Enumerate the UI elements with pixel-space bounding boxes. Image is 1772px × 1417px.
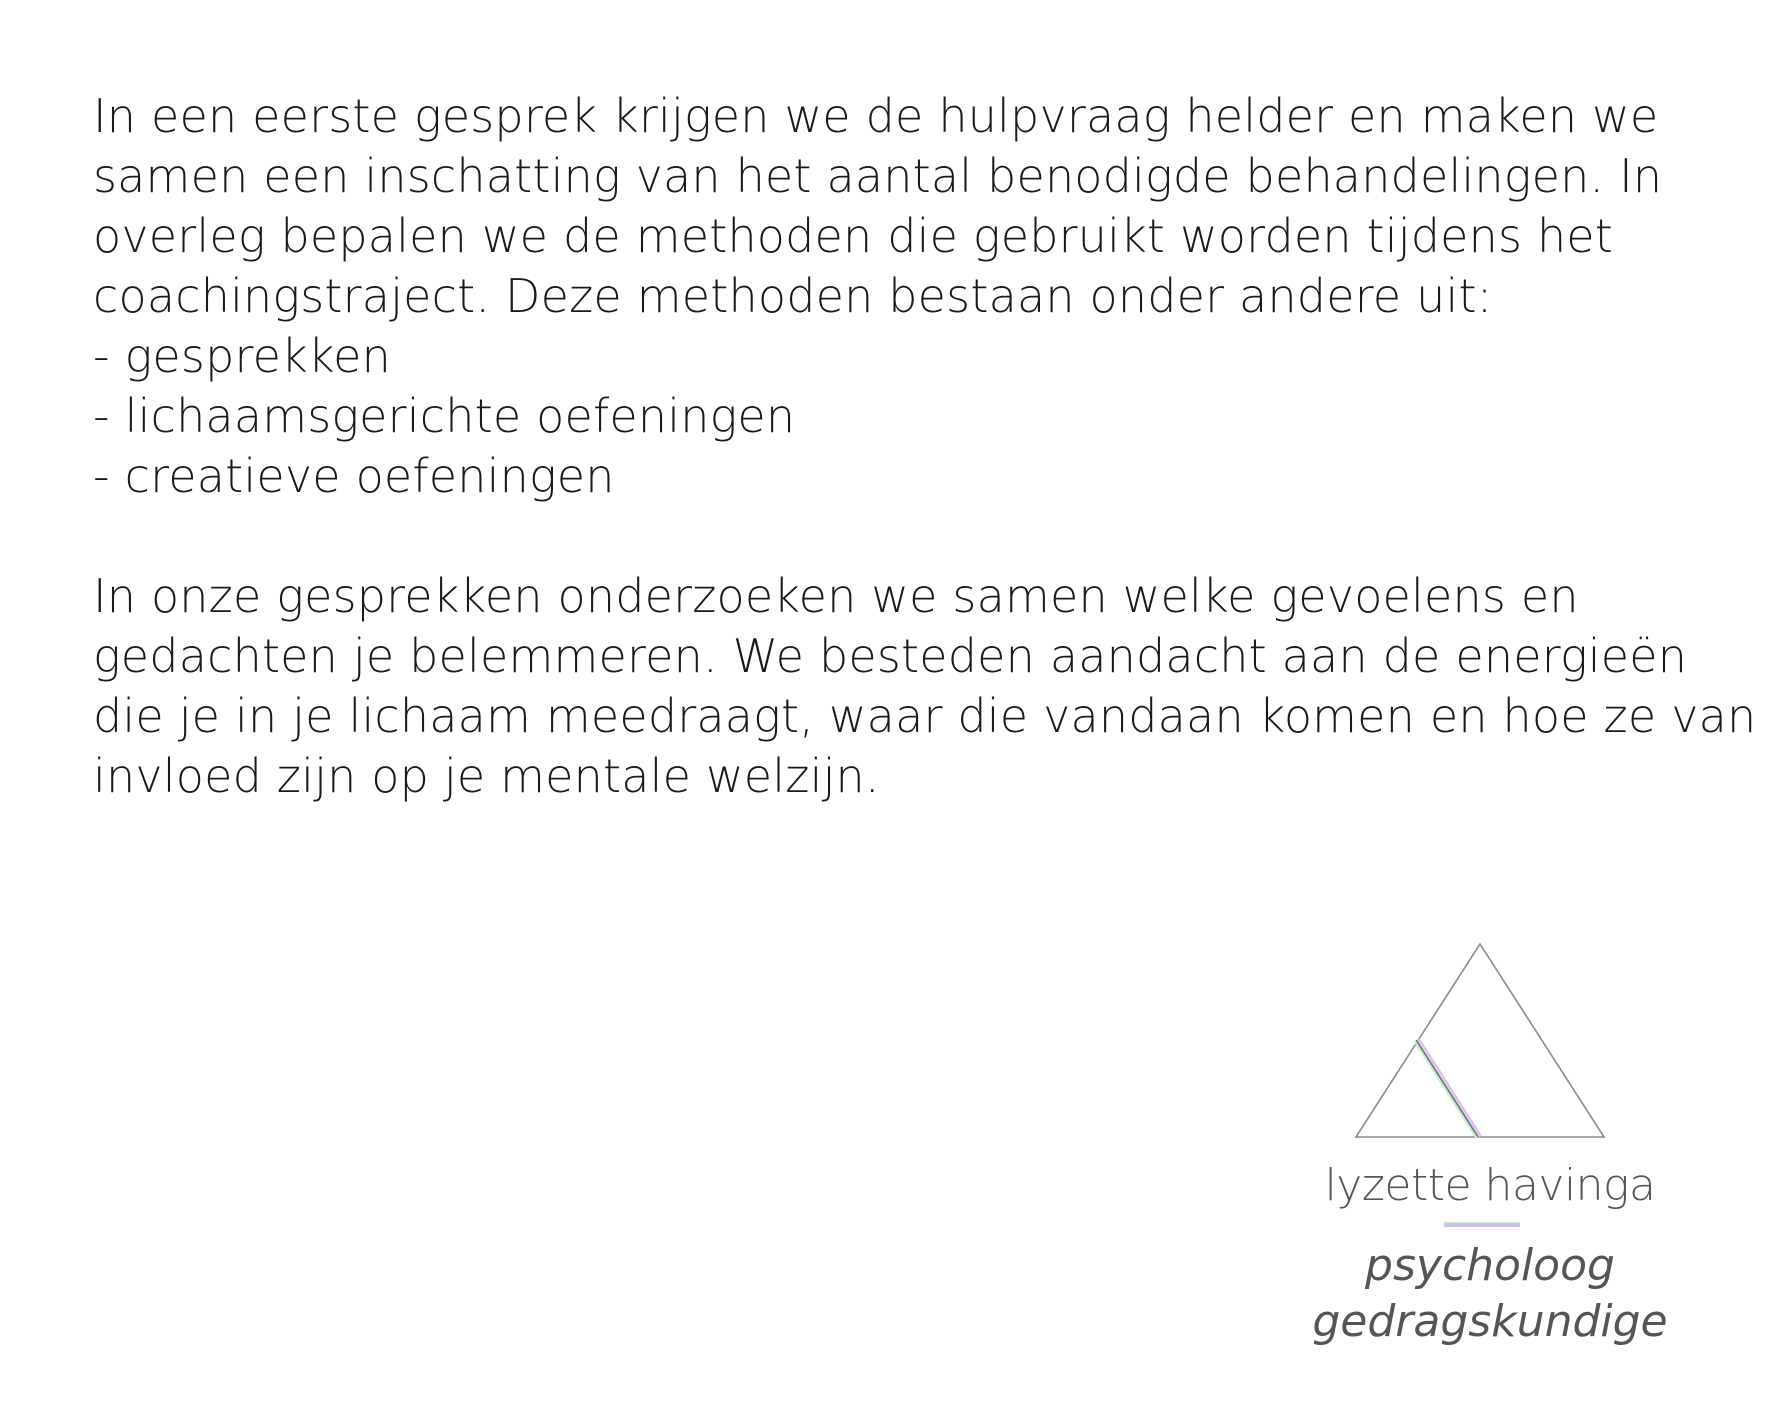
triangle-icon bbox=[1280, 940, 1700, 1160]
brand-logo bbox=[1280, 940, 1700, 1360]
text-line: coachingstraject. Deze methoden bestaan onder andere uit: bbox=[93, 269, 1493, 323]
brand-subtitle-psycholoog: psycholoog bbox=[1365, 1240, 1615, 1291]
list-item: - creatieve oefeningen bbox=[93, 449, 615, 503]
body-text bbox=[93, 86, 1757, 806]
intro-paragraph bbox=[93, 86, 1733, 326]
text-line: die je in je lichaam meedraagt, waar die vandaan komen en hoe ze van bbox=[93, 689, 1757, 743]
methods-list bbox=[93, 326, 1733, 506]
text-line: samen een inschatting van het aantal benodigde behandelingen. In bbox=[93, 149, 1663, 203]
list-item: - lichaamsgerichte oefeningen bbox=[93, 389, 796, 443]
brand-name: lyzette havinga bbox=[1324, 1160, 1656, 1211]
brand-subtitle-gedragskundige: gedragskundige bbox=[1312, 1296, 1668, 1347]
text-line: invloed zijn op je mentale welzijn. bbox=[93, 749, 880, 803]
paragraph-spacer bbox=[93, 506, 1733, 566]
text-line: overleg bepalen we de methoden die gebruikt worden tijdens het bbox=[93, 209, 1614, 263]
text-line: gedachten je belemmeren. We besteden aandacht aan de energieën bbox=[93, 629, 1688, 683]
text-line: In een eerste gesprek krijgen we de hulpvraag helder en maken we bbox=[93, 89, 1659, 143]
list-item: - gesprekken bbox=[93, 329, 391, 383]
brand-accent-line bbox=[1444, 1222, 1520, 1227]
conversations-paragraph bbox=[93, 566, 1757, 806]
text-line: In onze gesprekken onderzoeken we samen welke gevoelens en bbox=[93, 569, 1579, 623]
